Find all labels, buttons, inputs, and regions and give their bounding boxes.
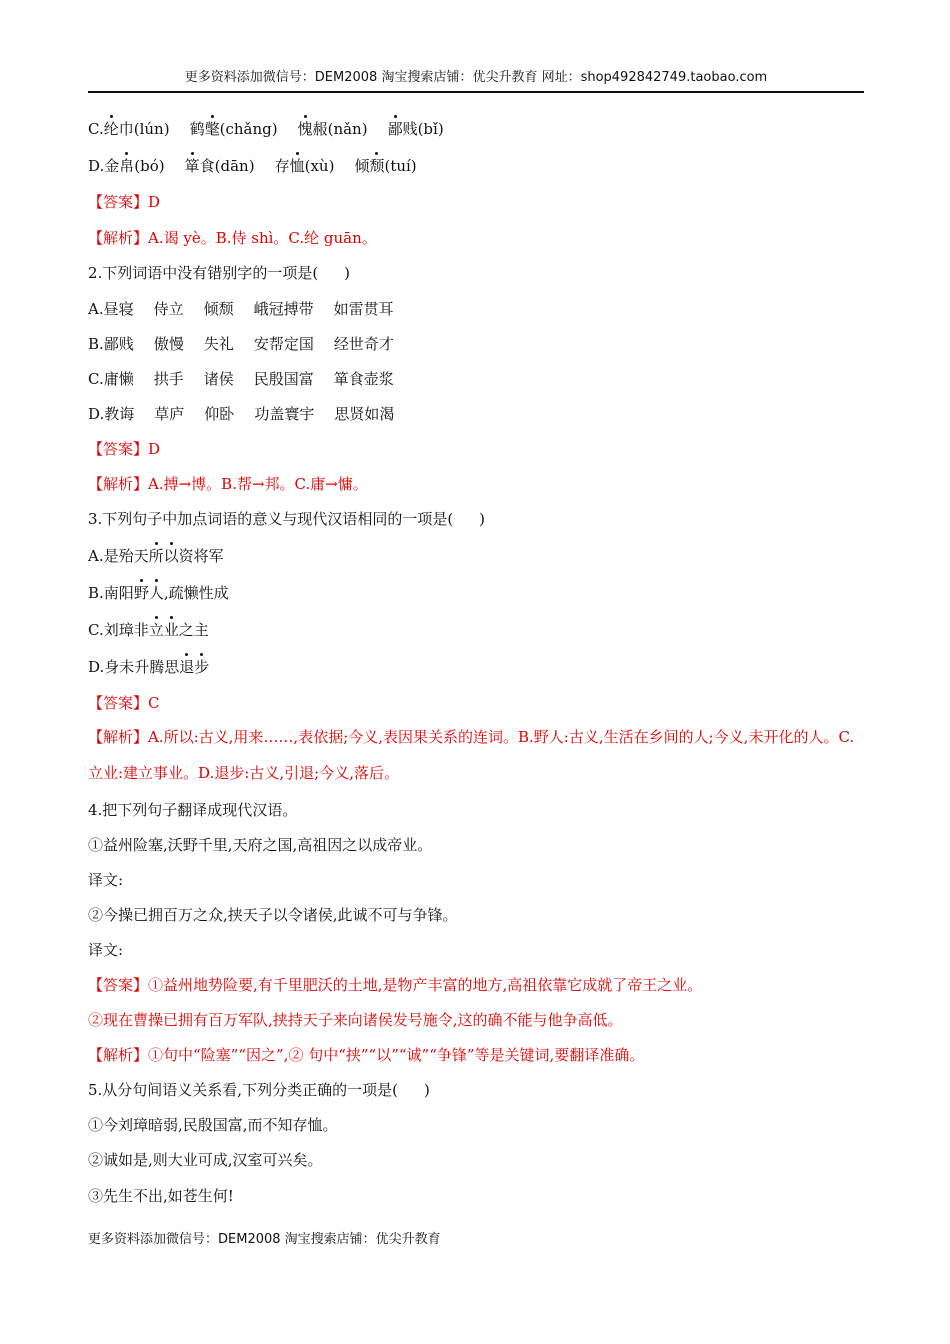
q3-option-d: D.身未升腾思退步 [88, 658, 210, 676]
q3-stem: 3.下列句子中加点词语的意义与现代汉语相同的一项是( ) [88, 510, 486, 528]
q2-option-b: B.鄙贱 傲慢 失礼 安帮定国 经世奇才 [88, 335, 394, 353]
option-word: 金帛(bó) [104, 157, 165, 175]
option-word: 箪食(dān) [184, 157, 255, 175]
page-footer: 更多资料添加微信号：DEM2008 淘宝搜索店铺：优尖升教育 [88, 1232, 441, 1247]
q4-analysis: 【解析】①句中“险塞”“因之”,② 句中“挟”“以”“诚”“争锋”等是关键词,要翻译准确。 [88, 1046, 645, 1064]
page-header: 更多资料添加微信号：DEM2008 淘宝搜索店铺：优尖升教育 网址：shop492842749.taobao.com [88, 66, 864, 93]
q2-option-c: C.庸懒 拱手 诸侯 民殷国富 箪食壶浆 [88, 370, 394, 388]
q4-answer-2: ②现在曹操已拥有百万军队,挟持天子来向诸侯发号施令,这的确不能与他争高低。 [88, 1011, 623, 1029]
option-label: D. [88, 157, 105, 175]
q3-answer: 【答案】C [88, 694, 160, 712]
q1-answer: 【答案】D [88, 193, 161, 211]
q3-analysis: 【解析】A.所以:古义,用来……,表依据;今义,表因果关系的连词。B.野人:古义,生活在乡间的人;今义,未开化的人。C.立业:建立事业。D.退步:古义,引退;今义,落后。 [88, 728, 855, 782]
q2-analysis: 【解析】A.搏→博。B.帮→邦。C.庸→慵。 [88, 475, 368, 493]
option-word: 愧赧(nǎn) [297, 120, 368, 138]
q5-stem: 5.从分句间语义关系看,下列分类正确的一项是( ) [88, 1081, 430, 1099]
q5-sentence-1: ①今刘璋暗弱,民殷国富,而不知存恤。 [88, 1116, 338, 1134]
q4-sentence-2: ②今操已拥百万之众,挟天子以令诸侯,此诚不可与争锋。 [88, 906, 458, 924]
q4-translation-1: 译文: [88, 871, 124, 889]
q5-sentence-2: ②诚如是,则大业可成,汉室可兴矣。 [88, 1151, 323, 1169]
q4-sentence-1: ①益州险塞,沃野千里,天府之国,高祖因之以成帝业。 [88, 836, 433, 854]
q3-option-c: C.刘璋非立业之主 [88, 621, 209, 639]
option-label: C. [88, 120, 104, 138]
option-word: 纶巾(lún) [103, 120, 170, 138]
q1-analysis: 【解析】A.谒 yè。B.侍 shì。C.纶 guān。 [88, 229, 377, 247]
q2-answer: 【答案】D [88, 440, 161, 458]
q1-option-c [88, 119, 444, 139]
q1-option-d [88, 156, 417, 176]
q2-option-d: D.教诲 草庐 仰卧 功盖寰宇 思贤如渴 [88, 405, 395, 423]
option-word: 鹤氅(chǎng) [189, 120, 278, 138]
q4-stem: 4.把下列句子翻译成现代汉语。 [88, 801, 298, 819]
q2-stem: 2.下列词语中没有错别字的一项是( ) [88, 264, 351, 282]
option-word: 鄙贱(bǐ) [387, 120, 444, 138]
q4-answer-1: 【答案】①益州地势险要,有千里肥沃的土地,是物产丰富的地方,高祖依靠它成就了帝王之业。 [88, 976, 703, 994]
q3-option-b: B.南阳野人,疏懒性成 [88, 584, 229, 602]
q5-sentence-3: ③先生不出,如苍生何! [88, 1187, 234, 1205]
option-word: 倾颓(tuí) [354, 157, 417, 175]
q3-option-a: A.是殆天所以资将军 [88, 547, 224, 565]
q2-option-a: A.昼寝 侍立 倾颓 峨冠搏带 如雷贯耳 [88, 300, 394, 318]
option-word: 存恤(xù) [274, 157, 335, 175]
q4-translation-2: 译文: [88, 941, 124, 959]
